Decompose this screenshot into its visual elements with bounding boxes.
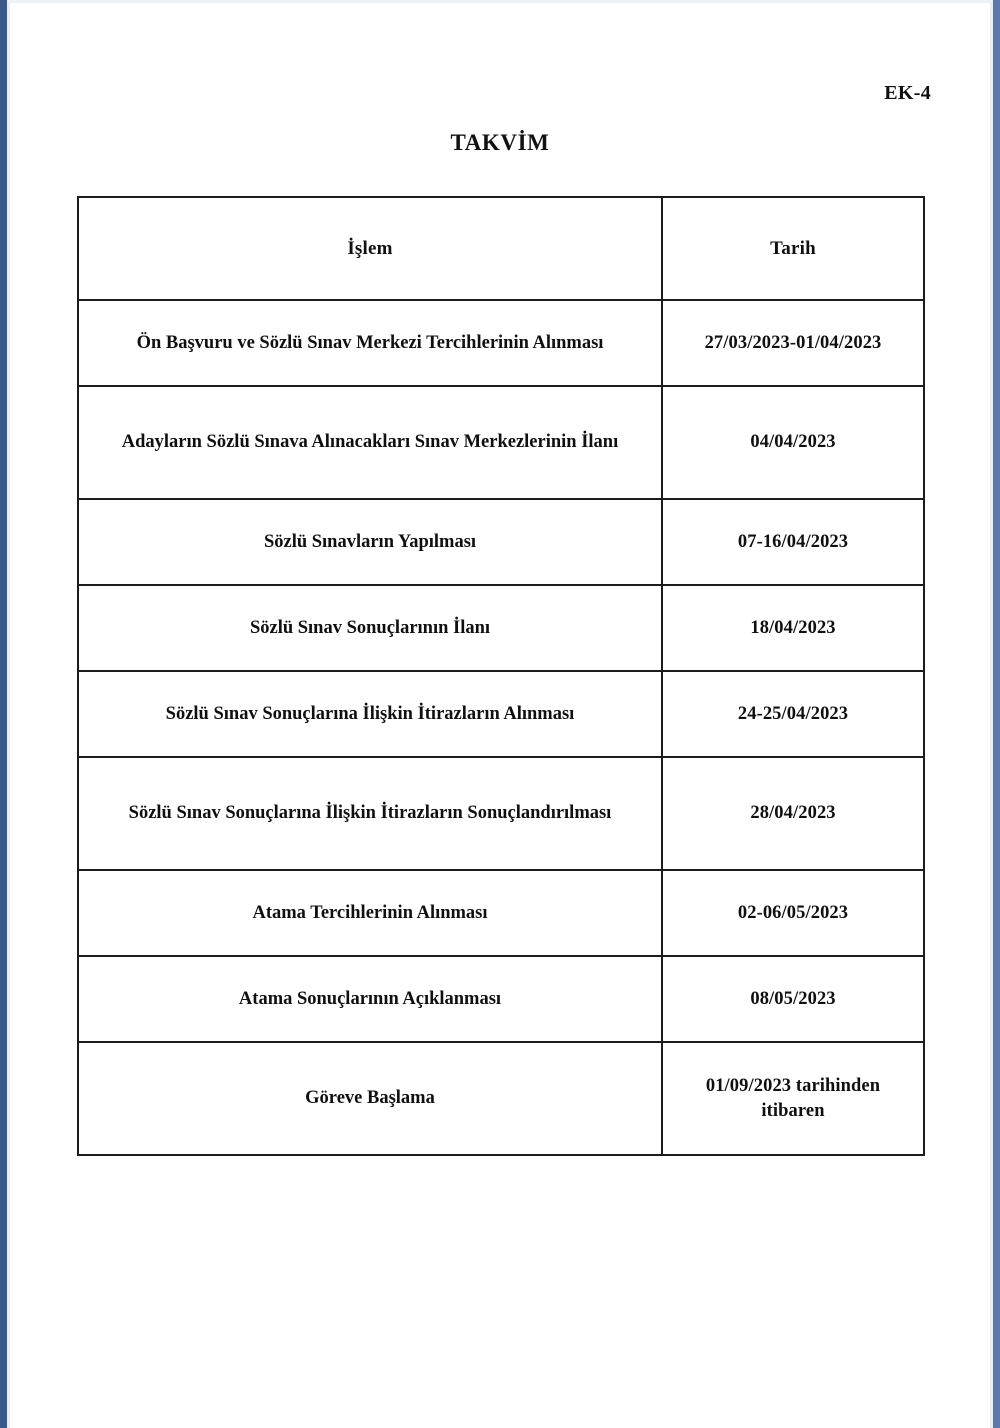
document-page xyxy=(7,0,993,1428)
table-row xyxy=(78,1042,924,1155)
cell-islem: Sözlü Sınav Sonuçlarına İlişkin İtirazların Sonuçlandırılması xyxy=(78,757,662,870)
cell-tarih: 24-25/04/2023 xyxy=(662,671,924,757)
cell-islem: Sözlü Sınavların Yapılması xyxy=(78,499,662,585)
table-header xyxy=(78,197,924,300)
table-row xyxy=(78,671,924,757)
cell-islem: Göreve Başlama xyxy=(78,1042,662,1155)
cell-tarih: 28/04/2023 xyxy=(662,757,924,870)
table-row xyxy=(78,870,924,956)
table-row xyxy=(78,300,924,386)
cell-tarih: 02-06/05/2023 xyxy=(662,870,924,956)
cell-tarih: 07-16/04/2023 xyxy=(662,499,924,585)
cell-tarih: 04/04/2023 xyxy=(662,386,924,499)
cell-tarih: 18/04/2023 xyxy=(662,585,924,671)
cell-islem: Ön Başvuru ve Sözlü Sınav Merkezi Tercihlerinin Alınması xyxy=(78,300,662,386)
cell-islem: Atama Tercihlerinin Alınması xyxy=(78,870,662,956)
cell-tarih: 08/05/2023 xyxy=(662,956,924,1042)
cell-tarih: 01/09/2023 tarihinden itibaren xyxy=(662,1042,924,1155)
column-header-islem: İşlem xyxy=(78,197,662,300)
column-header-tarih: Tarih xyxy=(662,197,924,300)
page-title: TAKVİM xyxy=(450,130,550,155)
cell-islem: Sözlü Sınav Sonuçlarının İlanı xyxy=(78,585,662,671)
cell-islem: Sözlü Sınav Sonuçlarına İlişkin İtirazların Alınması xyxy=(78,671,662,757)
table-row xyxy=(78,499,924,585)
table-body xyxy=(78,300,924,1155)
cell-islem: Atama Sonuçlarının Açıklanması xyxy=(78,956,662,1042)
cell-tarih: 27/03/2023-01/04/2023 xyxy=(662,300,924,386)
cell-islem: Adayların Sözlü Sınava Alınacakları Sınav Merkezlerinin İlanı xyxy=(78,386,662,499)
table-row xyxy=(78,386,924,499)
table-row xyxy=(78,956,924,1042)
table-header-row xyxy=(78,197,924,300)
schedule-table xyxy=(77,196,925,1156)
table-row xyxy=(78,757,924,870)
page-top-rule xyxy=(7,0,993,3)
annex-label: EK-4 xyxy=(884,82,931,104)
table-row xyxy=(78,585,924,671)
